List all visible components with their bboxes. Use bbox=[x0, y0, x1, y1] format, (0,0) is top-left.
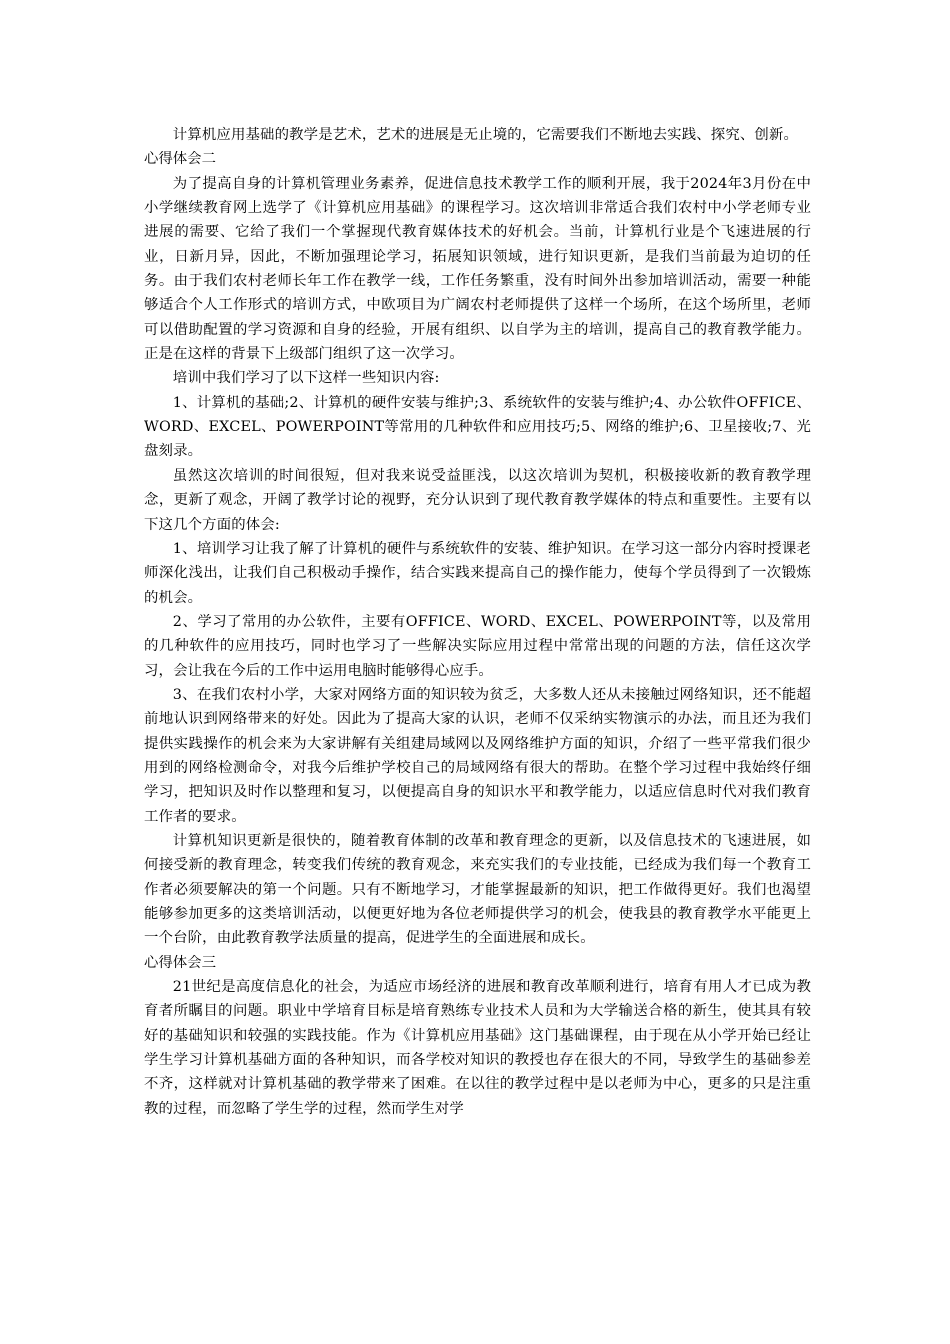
paragraph-2: 为了提高自身的计算机管理业务素养，促进信息技术教学工作的顺利开展，我于2024年3月份在中小学继续教育网上选学了《计算机应用基础》的课程学习。这次培训非常适合我们农村中小学老师专业进展的需要、它给了我们一个掌握现代教育媒体技术的好机会。当前，计算机行业是个飞速进展的行业，日新月异，因此，不断加强理论学习，拓展知识领域，进行知识更新，是我们当前最为迫切的任务。由于我们农村老师长年工作在教学一线，工作任务繁重，没有时间外出参加培训活动，需要一种能够适合个人工作形式的培训方式，中欧项目为广阔农村老师提供了这样一个场所，在这个场所里，老师可以借助配置的学习资源和自身的经验，开展有组织、以自学为主的培训，提高自己的教育教学能力。正是在这样的背景下上级部门组织了这一次学习。 bbox=[144, 175, 811, 363]
paragraph-8: 3、在我们农村小学，大家对网络方面的知识较为贫乏，大多数人还从未接触过网络知识，还不能超前地认识到网络带来的好处。因此为了提高大家的认识，老师不仅采纳实物演示的办法，而且还为我们提供实践操作的机会来为大家讲解有关组建局域网以及网络维护方面的知识，介绍了一些平常我们很少用到的网络检测命令，对我今后维护学校自己的局域网络有很大的帮助。在整个学习过程中我始终仔细学习，把知识及时作以整理和复习，以便提高自身的知识水平和教学能力，以适应信息时代对我们教育工作者的要求。 bbox=[144, 686, 811, 825]
paragraph-10: 21世纪是高度信息化的社会，为适应市场经济的进展和教育改革顺利进行，培育有用人才已成为教育者所瞩目的问题。职业中学培育目标是培育熟练专业技术人员和为大学输送合格的新生，使其具有较好的基础知识和较强的实践技能。作为《计算机应用基础》这门基础课程，由于现在从小学开始已经让学生学习计算机基础方面的各种知识，而各学校对知识的教授也存在很大的不同，导致学生的基础参差不齐，这样就对计算机基础的教学带来了困难。在以往的教学过程中是以老师为中心，更多的只是注重教的过程，而忽略了学生学的过程，然而学生对学 bbox=[144, 979, 811, 1117]
heading-3: 心得体会三 bbox=[144, 954, 216, 971]
paragraph-5: 虽然这次培训的时间很短，但对我来说受益匪浅，以这次培训为契机，积极接收新的教育教学理念，更新了观念，开阔了教学讨论的视野，充分认识到了现代教育教学媒体的特点和重要性。主要有以下这几个方面的体会: bbox=[144, 467, 811, 533]
paragraph-1: 计算机应用基础的教学是艺术，艺术的进展是无止境的，它需要我们不断地去实践、探究、创新。 bbox=[172, 127, 799, 143]
paragraph-3: 培训中我们学习了以下这样一些知识内容: bbox=[172, 370, 440, 387]
paragraph-7: 2、学习了常用的办公软件，主要有OFFICE、WORD、EXCEL、POWERPOINT等，以及常用的几种软件的应用技巧，同时也学习了一些解决实际应用过程中常常出现的问题的方法，信任这次学习，会让我在今后的工作中运用电脑时能够得心应手。 bbox=[144, 613, 811, 679]
document-page bbox=[144, 123, 811, 1121]
heading-2: 心得体会二 bbox=[144, 151, 216, 168]
paragraph-9: 计算机知识更新是很快的，随着教育体制的改革和教育理念的更新，以及信息技术的飞速进展，如何接受新的教育理念，转变我们传统的教育观念，来充实我们的专业技能，已经成为我们每一个教育工作者必须要解决的第一个问题。只有不断地学习，才能掌握最新的知识，把工作做得更好。我们也渴望能够参加更多的这类培训活动，以便更好地为各位老师提供学习的机会，使我县的教育教学水平能更上一个台阶，由此教育教学法质量的提高，促进学生的全面进展和成长。 bbox=[144, 832, 811, 947]
paragraph-4: 1、计算机的基础;2、计算机的硬件安装与维护;3、系统软件的安装与维护;4、办公软件OFFICE、WORD、EXCEL、POWERPOINT等常用的几种软件和应用技巧;5、网络的维护;6、卫星接收;7、光盘刻录。 bbox=[144, 394, 811, 460]
paragraph-6: 1、培训学习让我了解了计算机的硬件与系统软件的安装、维护知识。在学习这一部分内容时授课老师深化浅出，让我们自己积极动手操作，结合实践来提高自己的操作能力，使每个学员得到了一次锻炼的机会。 bbox=[144, 540, 811, 606]
